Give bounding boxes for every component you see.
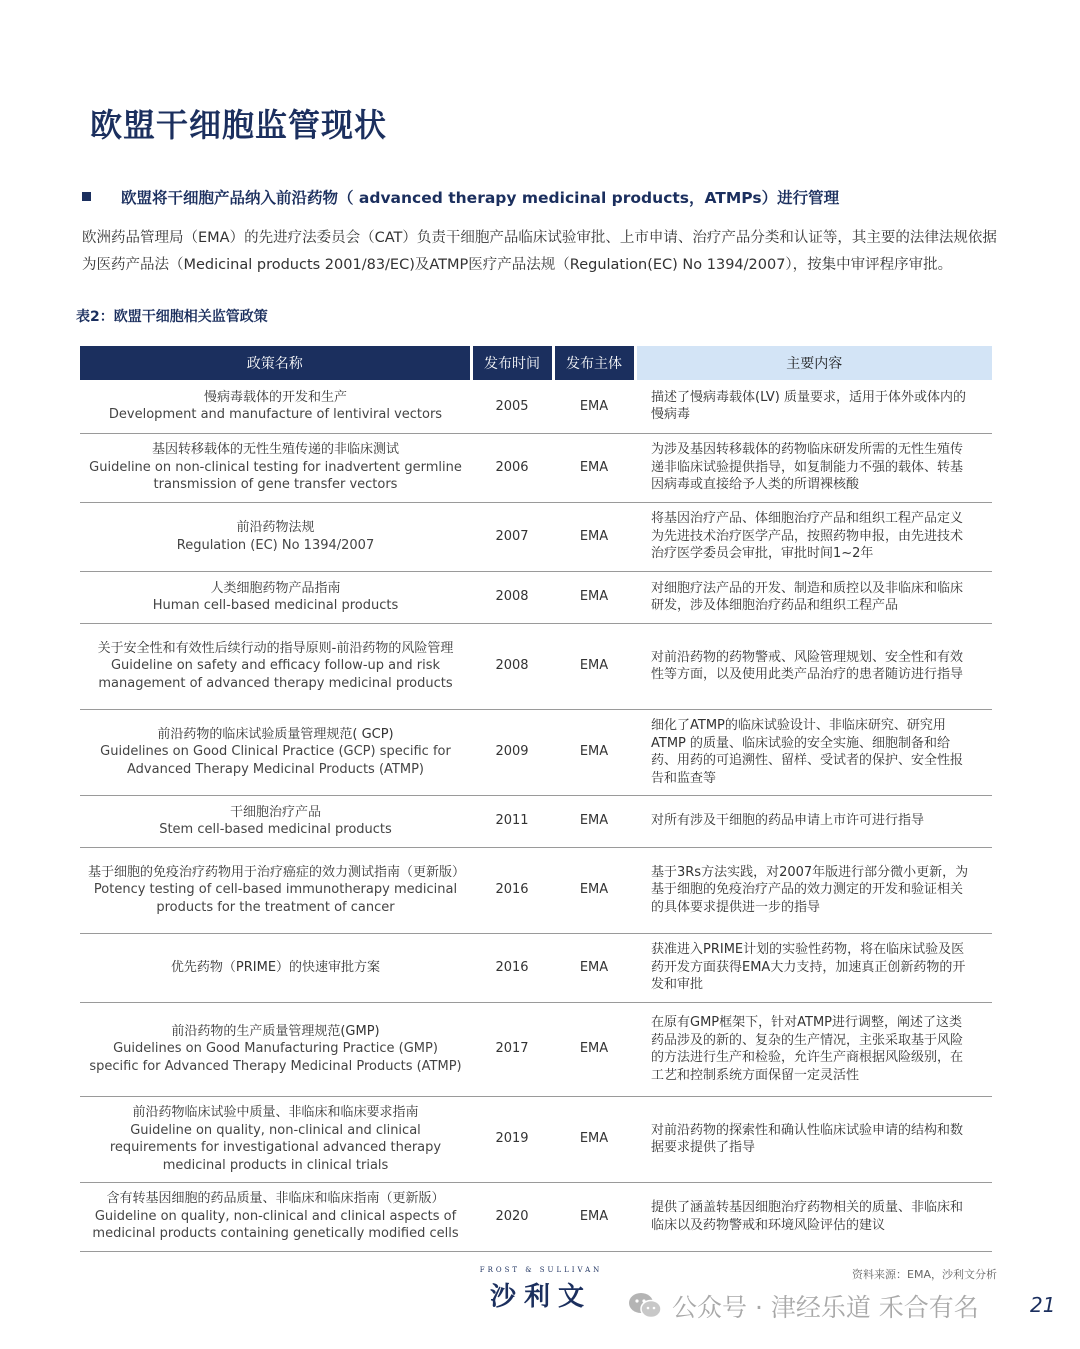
policy-name-zh: 前沿药物临床试验中质量、非临床和临床要求指南	[132, 1105, 419, 1120]
policy-name-en: Regulation (EC) No 1394/2007	[176, 537, 375, 553]
policy-name-en: Development and manufacture of lentiviral vectors	[108, 407, 443, 423]
table-row	[80, 571, 992, 623]
year-cell: 2005	[471, 380, 553, 433]
issuer-cell: EMA	[553, 1096, 635, 1182]
issuer-cell: EMA	[553, 1182, 635, 1251]
policy-name-zh: 前沿药物法规	[236, 520, 315, 535]
section-heading	[82, 186, 1020, 208]
policy-name-cell	[80, 502, 471, 571]
header-year: 发布时间	[471, 346, 553, 380]
content-cell: 对前沿药物的探索性和确认性临床试验申请的结构和数据要求提供了指导	[635, 1096, 992, 1182]
policy-name-zh: 人类细胞药物产品指南	[210, 580, 341, 596]
policy-name-zh: 关于安全性和有效性后续行动的指导原则-前沿药物的风险管理	[97, 640, 454, 656]
table-row	[80, 709, 992, 795]
policy-name-zh: 慢病毒载体的开发和生产	[203, 389, 347, 405]
watermark-text: 公众号 · 津经乐道 禾合有名	[672, 1293, 979, 1322]
policy-name-cell	[80, 933, 471, 1002]
table-row	[80, 623, 992, 709]
content-cell: 在原有GMP框架下，针对ATMP进行调整，阐述了这类药品涉及的新的、复杂的生产情况，主张采取基于风险的方法进行生产和检验，允许生产商根据风险级别，在工艺和控制系统方面保留一定灵活性	[635, 1002, 992, 1096]
policy-name-en: Human cell-based medicinal products	[152, 598, 399, 613]
issuer-cell: EMA	[553, 847, 635, 933]
table-row	[80, 1182, 992, 1251]
table-row	[80, 1096, 992, 1182]
header-issuer: 发布主体	[553, 346, 635, 380]
policy-name-zh: 基因转移载体的无性生殖传递的非临床测试	[151, 442, 399, 458]
policy-name-zh: 前沿药物的临床试验质量管理规范( GCP)	[157, 726, 394, 742]
frost-sullivan-logo	[470, 1266, 612, 1313]
year-cell: 2007	[471, 502, 553, 571]
intro-paragraph: 欧洲药品管理局（EMA）的先进疗法委员会（CAT）负责干细胞产品临床试验审批、上市申请、治疗产品分类和认证等，其主要的法律法规依据为医药产品法（Medicinal products 2001/83/EC)及ATMP医疗产品法规（Regulation(EC) No 1394/2007），按集中审评程序审批。	[82, 230, 997, 273]
table-header-row	[80, 346, 992, 380]
issuer-cell: EMA	[553, 571, 635, 623]
content-cell: 获准进入PRIME计划的实验性药物，将在临床试验及医药开发方面获得EMA大力支持，加速真正创新药物的开发和审批	[635, 933, 992, 1002]
table-row	[80, 847, 992, 933]
content-cell: 细化了ATMP的临床试验设计、非临床研究、研究用 ATMP 的质量、临床试验的安全实施、细胞制备和给药、用药的可追溯性、留样、受试者的保护、安全性报告和监查等	[635, 709, 992, 795]
issuer-cell: EMA	[553, 433, 635, 502]
table-row	[80, 1002, 992, 1096]
policy-name-en: Guideline on safety and efficacy follow-up and risk management of advanced therapy medicinal products	[98, 658, 453, 691]
policy-name-en: Guidelines on Good Clinical Practice (GCP) specific for Advanced Therapy Medicinal Products (ATMP)	[100, 744, 451, 777]
year-cell: 2009	[471, 709, 553, 795]
table-row	[80, 933, 992, 1002]
policy-name-zh: 含有转基因细胞的药品质量、非临床和临床指南（更新版）	[106, 1191, 445, 1207]
issuer-cell: EMA	[553, 709, 635, 795]
bullet-square-icon	[82, 192, 91, 201]
page-title: 欧盟干细胞监管现状	[90, 106, 388, 144]
header-policy-name: 政策名称	[80, 346, 471, 380]
policy-name-cell	[80, 709, 471, 795]
wechat-icon	[628, 1292, 662, 1326]
year-cell: 2008	[471, 623, 553, 709]
year-cell: 2008	[471, 571, 553, 623]
content-cell: 为涉及基因转移载体的药物临床研发所需的无性生殖传递非临床试验提供指导，如复制能力不强的载体、转基因病毒或直接给予人类的所谓裸核酸	[635, 433, 992, 502]
logo-small-text: FROST & SULLIVAN	[479, 1266, 603, 1274]
policy-name-cell	[80, 1002, 471, 1096]
policy-name-cell	[80, 1182, 471, 1251]
issuer-cell: EMA	[553, 1002, 635, 1096]
year-cell: 2011	[471, 795, 553, 847]
policy-name-en: Potency testing of cell-based immunotherapy medicinal products for the treatment of cancer	[93, 882, 458, 915]
table-row	[80, 433, 992, 502]
policy-name-zh: 基于细胞的免疫治疗药物用于治疗癌症的效力测试指南（更新版）	[88, 864, 466, 880]
content-cell: 对所有涉及干细胞的药品申请上市许可进行指导	[635, 795, 992, 847]
policy-table	[80, 346, 992, 1252]
source-note: 资料来源：EMA，沙利文分析	[852, 1268, 997, 1281]
header-content: 主要内容	[635, 346, 992, 380]
policy-name-zh: 干细胞治疗产品	[229, 804, 321, 820]
policy-name-en: Guideline on quality, non-clinical and clinical requirements for investigational advanced therapy medicinal products in clinical trials	[109, 1122, 442, 1173]
content-cell: 对细胞疗法产品的开发、制造和质控以及非临床和临床研发，涉及体细胞治疗药品和组织工程产品	[635, 571, 992, 623]
issuer-cell: EMA	[553, 380, 635, 433]
issuer-cell: EMA	[553, 623, 635, 709]
table-row	[80, 795, 992, 847]
policy-name-cell	[80, 380, 471, 433]
content-cell: 提供了涵盖转基因细胞治疗药物相关的质量、非临床和临床以及药物警戒和环境风险评估的建议	[635, 1182, 992, 1251]
year-cell: 2020	[471, 1182, 553, 1251]
issuer-cell: EMA	[553, 795, 635, 847]
content-cell: 基于3Rs方法实践，对2007年版进行部分微小更新，为基于细胞的免疫治疗产品的效力测定的开发和验证相关的具体要求提供进一步的指导	[635, 847, 992, 933]
year-cell: 2019	[471, 1096, 553, 1182]
table-row	[80, 502, 992, 571]
policy-name-cell	[80, 795, 471, 847]
year-cell: 2017	[471, 1002, 553, 1096]
table-row	[80, 380, 992, 433]
policy-name-en: Stem cell-based medicinal products	[159, 822, 392, 837]
policy-name-en: Guidelines on Good Manufacturing Practice (GMP) specific for Advanced Therapy Medicinal Products (ATMP)	[89, 1041, 462, 1074]
policy-name-zh: 优先药物（PRIME）的快速审批方案	[170, 959, 381, 975]
content-cell: 描述了慢病毒载体(LV) 质量要求，适用于体外或体内的慢病毒	[635, 380, 992, 433]
page-number: 21	[1030, 1293, 1056, 1317]
section-heading-text: 欧盟将干细胞产品纳入前沿药物（ advanced therapy medicinal products，ATMPs）进行管理	[121, 189, 840, 207]
policy-name-cell	[80, 623, 471, 709]
policy-name-cell	[80, 1096, 471, 1182]
policy-name-en: Guideline on quality, non-clinical and clinical aspects of medicinal products containing genetically modified cells	[92, 1208, 459, 1242]
policy-name-cell	[80, 847, 471, 933]
policy-name-cell	[80, 433, 471, 502]
logo-main-text: 沙利文	[489, 1282, 592, 1312]
issuer-cell: EMA	[553, 502, 635, 571]
content-cell: 将基因治疗产品、体细胞治疗产品和组织工程产品定义为先进技术治疗医学产品，按照药物申报，由先进技术治疗医学委员会审批，审批时间1~2年	[635, 502, 992, 571]
issuer-cell: EMA	[553, 933, 635, 1002]
year-cell: 2006	[471, 433, 553, 502]
table-caption: 表2：欧盟干细胞相关监管政策	[76, 309, 268, 325]
year-cell: 2016	[471, 847, 553, 933]
policy-name-en: Guideline on non-clinical testing for inadvertent germline transmission of gene transfer vectors	[89, 459, 462, 493]
watermark	[628, 1288, 979, 1326]
year-cell: 2016	[471, 933, 553, 1002]
content-cell: 对前沿药物的药物警戒、风险管理规划、安全性和有效性等方面，以及使用此类产品治疗的患者随访进行指导	[635, 623, 992, 709]
policy-name-zh: 前沿药物的生产质量管理规范(GMP)	[171, 1023, 380, 1039]
policy-name-cell	[80, 571, 471, 623]
